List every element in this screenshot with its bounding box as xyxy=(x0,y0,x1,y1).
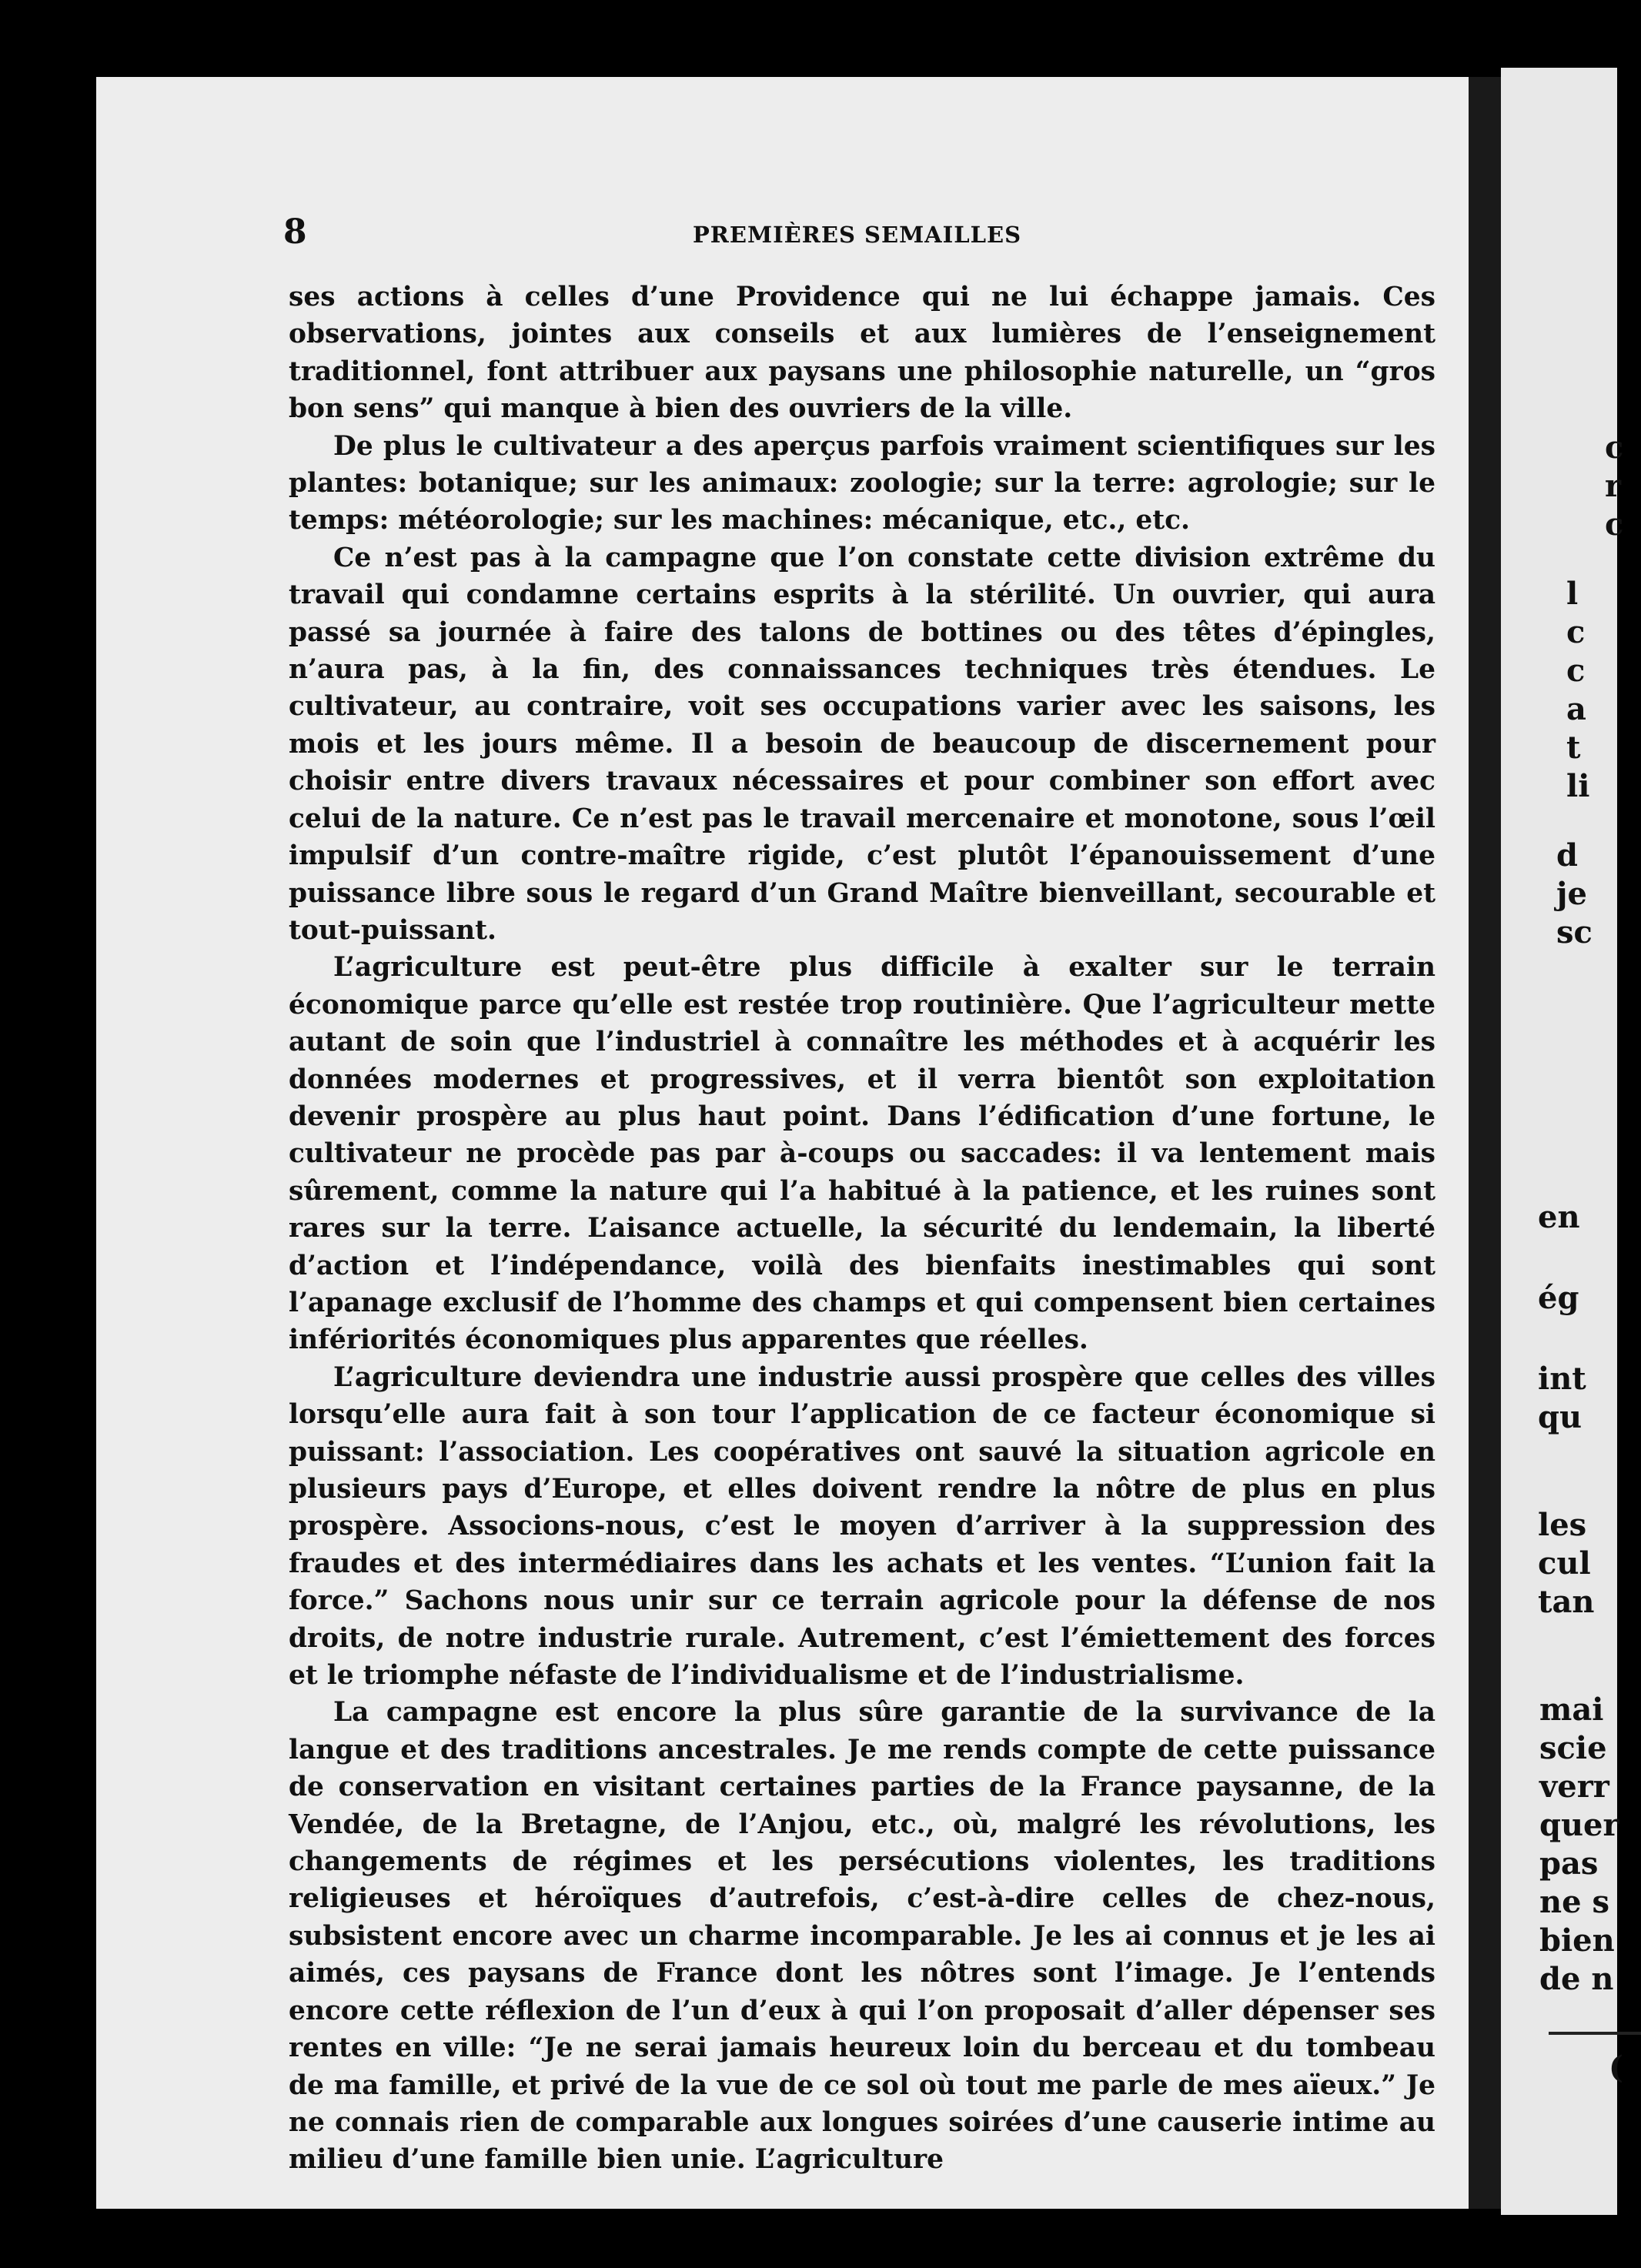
facing-page-fragment: mai xyxy=(1539,1692,1604,1728)
facing-page-fragment: pas xyxy=(1539,1845,1599,1882)
book-page xyxy=(96,77,1474,2209)
facing-page-rule xyxy=(1549,2032,1641,2035)
facing-page-fragment: sc xyxy=(1556,914,1593,950)
facing-page-fragment: scie xyxy=(1539,1730,1607,1766)
paragraph: La campagne est encore la plus sûre garantie de la survivance de la langue et des traditions ancestrales. Je me rends compte de cette puissance de conservation en visitant certaines parties de la France paysanne, de la Vendée, de la Bretagne, de l’Anjou, etc., où, malgré les révolutions, les changements de régimes et les persécutions violentes, les traditions religieuses et héroïques d’autrefois, c’est-à-dire celles de chez-nous, subsistent encore avec un charme incomparable. Je les ai connus et je les ai aimés, ces paysans de France dont les nôtres sont l’image. Je l’entends encore cette réflexion de l’un d’eux à qui l’on proposait d’aller dépenser ses rentes en ville: “Je ne serai jamais heureux loin du berceau et du tombeau de ma famille, et privé de la vue de ce sol où tout me parle de mes aïeux.” Je ne connais rien de comparable aux longues soirées d’une causerie intime au milieu d’une famille bien unie. L’agriculture xyxy=(289,1697,1435,2176)
facing-page-fragment: r xyxy=(1605,468,1622,504)
facing-page-fragment: qu xyxy=(1538,1399,1583,1435)
facing-page-fragment: li xyxy=(1566,768,1590,804)
facing-page-fragment: c xyxy=(1605,506,1624,543)
facing-page-fragment: en xyxy=(1538,1199,1580,1235)
facing-page-fragment: de n xyxy=(1539,1961,1614,1997)
facing-page-fragment: int xyxy=(1538,1361,1586,1397)
facing-page-fragment: d xyxy=(1556,837,1578,873)
facing-page-edge xyxy=(1501,68,1624,2215)
facing-page-fragment: les xyxy=(1538,1507,1587,1543)
facing-page-fragment: je xyxy=(1556,876,1587,912)
facing-page-fragment: bien xyxy=(1539,1922,1615,1959)
facing-page-fragment: c xyxy=(1566,653,1586,689)
paragraph: De plus le cultivateur a des aperçus parfois vraiment scientifiques sur les plantes: botanique; sur les animaux: zoologie; sur la terre: agrologie; sur le temps: météorologie; sur les machines: mécanique, etc., etc. xyxy=(289,430,1435,536)
running-title: PREMIÈRES SEMAILLES xyxy=(693,222,1022,248)
paragraph: Ce n’est pas à la campagne que l’on constate cette division extrême du travail qui condamne certains esprits à la stérilité. Un ouvrier, qui aura passé sa journée à faire des talons de bottines ou des têtes d’épingles, n’aura pas, à la fin, des connaissances techniques très étendues. Le cultivateur, au contraire, voit ses occupations varier avec les saisons, les mois et les jours même. Il a besoin de beaucoup de discernement pour choisir entre divers travaux nécessaires et pour combiner son effort avec celui de la nature. Ce n’est pas le travail mercenaire et monotone, sous l’œil impulsif d’un contre-maître rigide, c’est plutôt l’épanouissement d’une puissance libre sous le regard d’un Grand Maître bienveillant, secourable et tout-puissant. xyxy=(289,542,1435,946)
paragraph: L’agriculture deviendra une industrie aussi prospère que celles des villes lorsqu’elle aura fait à son tour l’application de ce facteur économique si puissant: l’association. Les coopératives ont sauvé la situation agricole en plusieurs pays d’Europe, et elles doivent rendre la nôtre de plus en plus prospère. Associons-nous, c’est le moyen d’arriver à la suppression des fraudes et des intermédiaires dans les achats et les ventes. “L’union fait la force.” Sachons nous unir sur ce terrain agricole pour la défense de nos droits, de notre industrie rurale. Autrement, c’est l’émiettement des forces et le triomphe néfaste de l’individualisme et de l’industrialisme. xyxy=(289,1361,1435,1692)
facing-page-fragment: ( xyxy=(1609,2049,1623,2086)
facing-page-fragment: t xyxy=(1566,730,1581,766)
paragraph: ses actions à celles d’une Providence qui ne lui échappe jamais. Ces observations, jointes aux conseils et aux lumières de l’enseignement traditionnel, font attribuer aux paysans une philosophie naturelle, un “gros bon sens” qui manque à bien des ouvriers de la ville. xyxy=(289,282,1435,425)
body-text xyxy=(289,279,1435,2179)
page-number: 8 xyxy=(283,212,307,252)
facing-page-fragment: ég xyxy=(1538,1280,1579,1316)
page-header xyxy=(96,212,1474,259)
facing-page-fragment: c xyxy=(1566,614,1586,650)
facing-page-fragment: c xyxy=(1605,429,1624,466)
facing-page-fragment: quer xyxy=(1539,1807,1619,1843)
facing-page-fragment: verr xyxy=(1539,1769,1609,1805)
book-gutter xyxy=(1469,77,1501,2209)
facing-page-fragment: cul xyxy=(1538,1545,1591,1582)
facing-page-fragment: a xyxy=(1566,691,1586,727)
facing-page-fragment: tan xyxy=(1538,1584,1595,1620)
facing-page-fragment: l xyxy=(1566,576,1579,612)
facing-page-fragment: ne s xyxy=(1539,1884,1609,1920)
paragraph: L’agriculture est peut-être plus difficile à exalter sur le terrain économique parce qu’elle est restée trop routinière. Que l’agriculteur mette autant de soin que l’industriel à connaître les méthodes et à acquérir les données modernes et progressives, et il verra bientôt son exploitation devenir prospère au plus haut point. Dans l’édification d’une fortune, le cultivateur ne procède pas par à-coups ou saccades: il va lentement mais sûrement, comme la nature qui l’a habitué à la patience, et les ruines sont rares sur la terre. L’aisance actuelle, la sécurité du lendemain, la liberté d’action et l’indépendance, voilà des bienfaits inestimables qui sont l’apanage exclusif de l’homme des champs et qui compensent bien certaines infériorités économiques plus apparentes que réelles. xyxy=(289,952,1435,1356)
